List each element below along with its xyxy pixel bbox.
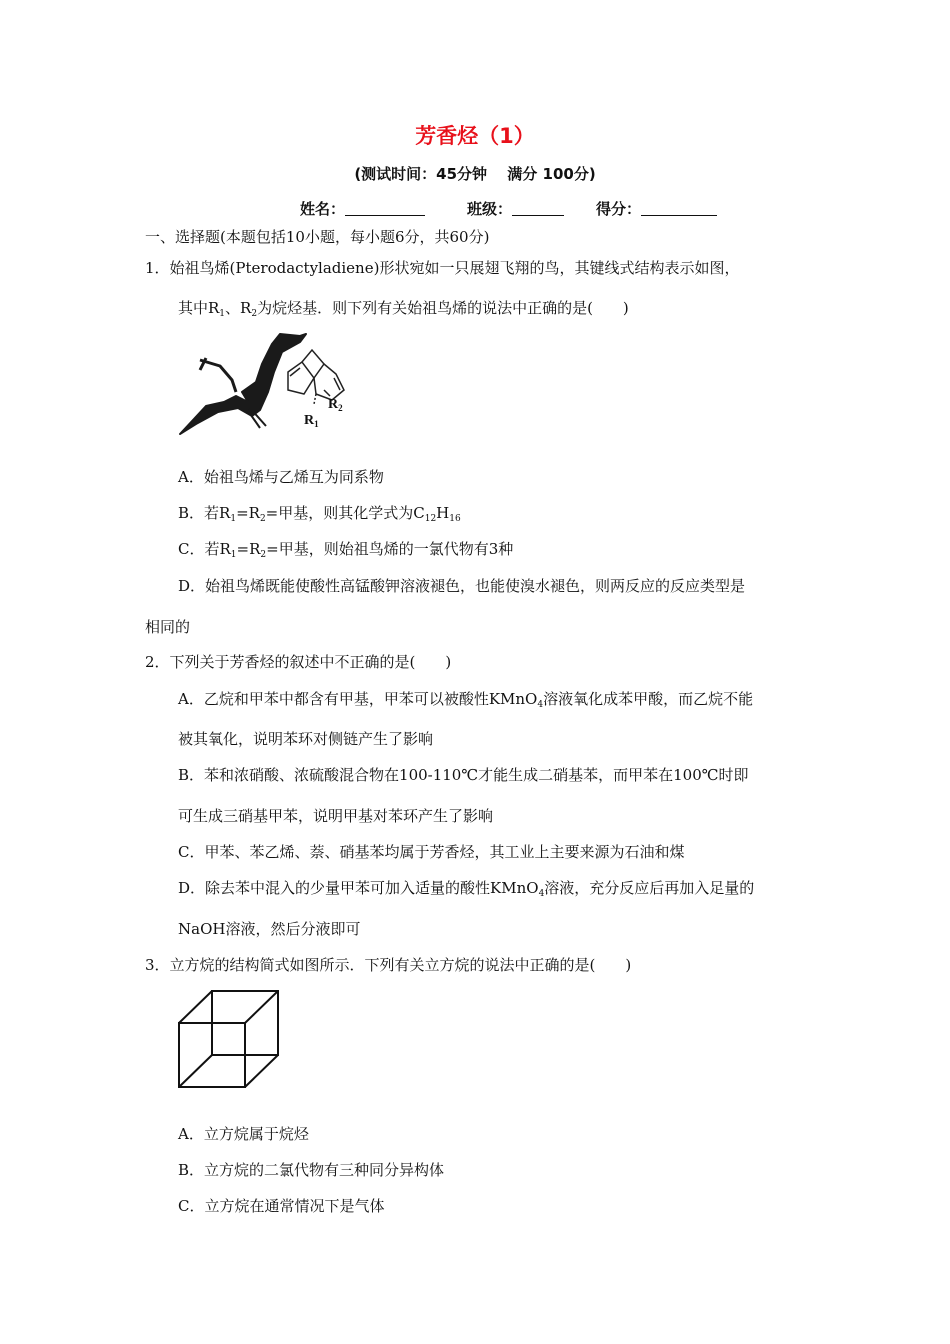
q2-option-a-line1[interactable]: A．乙烷和甲苯中都含有甲基，甲苯可以被酸性KMnO$_4$溶液氧化成苯甲酸，而乙烷不能	[178, 690, 754, 710]
section-heading: 一、选择题(本题包括10小题，每小题6分，共60分)	[145, 228, 490, 246]
q3-stem: 3．立方烷的结构简式如图所示．下列有关立方烷的说法中正确的是( )	[145, 956, 632, 974]
name-label: 姓名：	[300, 200, 346, 218]
q1-option-b[interactable]: B．若$R_1=R_2=$甲基，则其化学式为$C_{12}H_{16}$	[178, 504, 461, 524]
q1-option-c[interactable]: C．若$R_1=R_2=$甲基，则始祖鸟烯的一氯代物有3种	[178, 540, 514, 560]
q1-stem-line1: 1．始祖鸟烯(Pterodactyladiene)形状宛如一只展翅飞翔的鸟，其键线式结构表示如图，	[145, 259, 740, 277]
test-info: (测试时间：45分钟 满分 100分)	[354, 165, 596, 183]
score-label: 得分：	[596, 200, 642, 218]
q1-option-a[interactable]: A．始祖鸟烯与乙烯互为同系物	[178, 468, 384, 486]
class-blank[interactable]	[512, 201, 564, 216]
score-blank[interactable]	[641, 201, 717, 216]
cubane-structure-figure	[176, 988, 282, 1090]
name-blank[interactable]	[345, 201, 425, 216]
q3-option-a[interactable]: A．立方烷属于烷烃	[178, 1125, 309, 1143]
page-title: 芳香烃（1）	[415, 124, 535, 148]
q2-option-d-line1[interactable]: D．除去苯中混入的少量甲苯可加入适量的酸性KMnO$_4$溶液，充分反应后再加入足量的	[178, 879, 755, 899]
q1-option-d-line1[interactable]: D．始祖鸟烯既能使酸性高锰酸钾溶液褪色，也能使溴水褪色，则两反应的反应类型是	[178, 577, 746, 595]
q1-stem-line2: 其中$R_1$、$R_2$为烷烃基．则下列有关始祖鸟烯的说法中正确的是( )	[178, 299, 629, 319]
fig-label-r1: $R_1$	[304, 413, 319, 429]
q2-option-b-line2: 可生成三硝基甲苯，说明甲基对苯环产生了影响	[178, 807, 494, 825]
q2-option-d-line2: NaOH溶液，然后分液即可	[178, 920, 361, 938]
q2-stem: 2．下列关于芳香烃的叙述中不正确的是( )	[145, 653, 452, 671]
q2-option-c[interactable]: C．甲苯、苯乙烯、萘、硝基苯均属于芳香烃，其工业上主要来源为石油和煤	[178, 843, 685, 861]
q2-option-a-line2: 被其氧化，说明苯环对侧链产生了影响	[178, 730, 434, 748]
q2-option-b-line1[interactable]: B．苯和浓硝酸、浓硫酸混合物在100-110℃才能生成二硝基苯，而甲苯在100℃时即	[178, 766, 749, 784]
class-label: 班级：	[467, 200, 513, 218]
q3-option-c[interactable]: C．立方烷在通常情况下是气体	[178, 1197, 385, 1215]
bird-silhouette	[180, 334, 306, 434]
q3-option-b[interactable]: B．立方烷的二氯代物有三种同分异构体	[178, 1161, 445, 1179]
q1-option-d-line2: 相同的	[145, 618, 191, 636]
pterodactyladiene-structure-figure	[176, 330, 366, 436]
student-info-line	[300, 198, 717, 219]
fig-label-r2: $R_2$	[328, 397, 343, 413]
dicyclopentadiene-skeleton	[288, 350, 344, 404]
